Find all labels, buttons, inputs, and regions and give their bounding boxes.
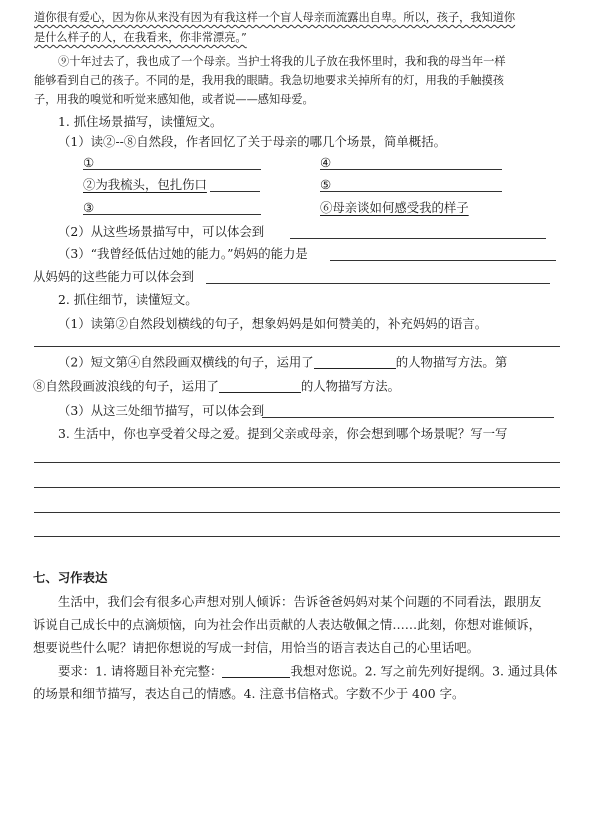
q2-sub3: （3）从这三处细节描写，可以体会到	[58, 403, 265, 418]
q3-answer-line-1[interactable]	[34, 462, 560, 463]
q2-sub2-blank-2[interactable]	[219, 380, 301, 393]
q2-sub1-answer-line[interactable]	[34, 346, 560, 347]
section-7-para-2: 诉说自己成长中的点滴烦恼，向为社会作出贡献的人表达敬佩之情……此刻，你想对谁倾诉，	[33, 617, 542, 632]
paragraph-9-line-3: 子，用我的嗅觉和听觉来感知他，或者说——感知母爱。	[34, 93, 314, 106]
q3-answer-line-3[interactable]	[34, 512, 560, 513]
q1-sub1: （1）读②--⑧自然段，作者回忆了关于母亲的哪几个场景，简单概括。	[58, 134, 446, 149]
q1-sub2: （2）从这些场景描写中，可以体会到	[58, 224, 265, 239]
letter-title-blank[interactable]	[222, 665, 290, 678]
scene-2-blank-tail[interactable]	[210, 191, 260, 192]
scene-3-blank[interactable]	[83, 214, 261, 215]
scene-4-blank[interactable]	[320, 169, 502, 170]
q2-sub1: （1）读第②自然段划横线的句子，想象妈妈是如何赞美的，补充妈妈的语言。	[58, 316, 488, 331]
q2-sub2-blank-1[interactable]	[314, 356, 396, 369]
scene-item-2: ②为我梳头，包扎伤口	[83, 177, 207, 192]
q3-answer-line-2[interactable]	[34, 487, 560, 488]
q1-sub3-blank-a[interactable]	[330, 260, 556, 261]
scene-5-blank[interactable]	[320, 191, 502, 192]
q1-sub3-blank-b[interactable]	[206, 283, 550, 284]
scene-1-blank[interactable]	[83, 169, 261, 170]
passage-line-2: 是什么样子的人，在我看来，你非常漂亮。”	[34, 31, 247, 44]
q2-title: 2. 抓住细节，读懂短文。	[58, 292, 198, 307]
q1-sub3-a: （3）“我曾经低估过她的能力。”妈妈的能力是	[58, 246, 308, 261]
q1-sub2-blank[interactable]	[290, 238, 546, 239]
q1-title: 1. 抓住场景描写，读懂短文。	[58, 114, 223, 129]
scene-item-3: ③	[83, 200, 95, 215]
scene-item-1: ①	[83, 155, 95, 170]
q3-answer-line-4[interactable]	[34, 536, 560, 537]
section-7-para-1: 生活中，我们会有很多心声想对别人倾诉：告诉爸爸妈妈对某个问题的不同看法，跟朋友	[58, 594, 542, 609]
passage-line-1: 道你很有爱心，因为你从来没有因为有我这样一个盲人母亲而流露出自卑。所以，孩子，我知道你	[34, 11, 516, 24]
paragraph-9-line-1: ⑨十年过去了，我也成了一个母亲。当护士将我的儿子放在我怀里时，我和我的母当年一样	[58, 55, 506, 68]
q2-sub2-c: ⑧自然段画波浪线的句子，运用了 的人物描写方法。	[33, 378, 400, 394]
section-7-para-3: 想要说些什么呢？请把你想说的写成一封信，用恰当的语言表达自己的心里话吧。	[33, 640, 480, 655]
section-7-requirements-1: 要求：1. 请将题目补充完整： 我想对您说。2. 写之前先列好提纲。3. 通过具体	[58, 663, 558, 679]
section-7-requirements-2: 的场景和细节描写，表达自己的情感。4. 注意书信格式。字数不少于 400 字。	[33, 686, 465, 701]
scene-item-4: ④	[320, 155, 332, 170]
q2-sub3-blank[interactable]	[262, 417, 554, 418]
paragraph-9-line-2: 能够看到自己的孩子。不同的是，我用我的眼睛。我急切地要求关掉所有的灯，用我的手触摸孩	[34, 74, 504, 87]
section-7-heading: 七、习作表达	[33, 570, 108, 585]
q2-sub2-a: （2）短文第④自然段画双横线的句子，运用了 的人物描写方法。第	[58, 354, 508, 370]
scene-item-6: ⑥母亲谈如何感受我的样子	[320, 200, 469, 215]
q3-text: 3. 生活中，你也享受着父母之爱。提到父亲或母亲，你会想到哪个场景呢？写一写	[58, 426, 508, 441]
scene-item-5: ⑤	[320, 177, 332, 192]
q1-sub3-b: 从妈妈的这些能力可以体会到	[33, 269, 195, 284]
